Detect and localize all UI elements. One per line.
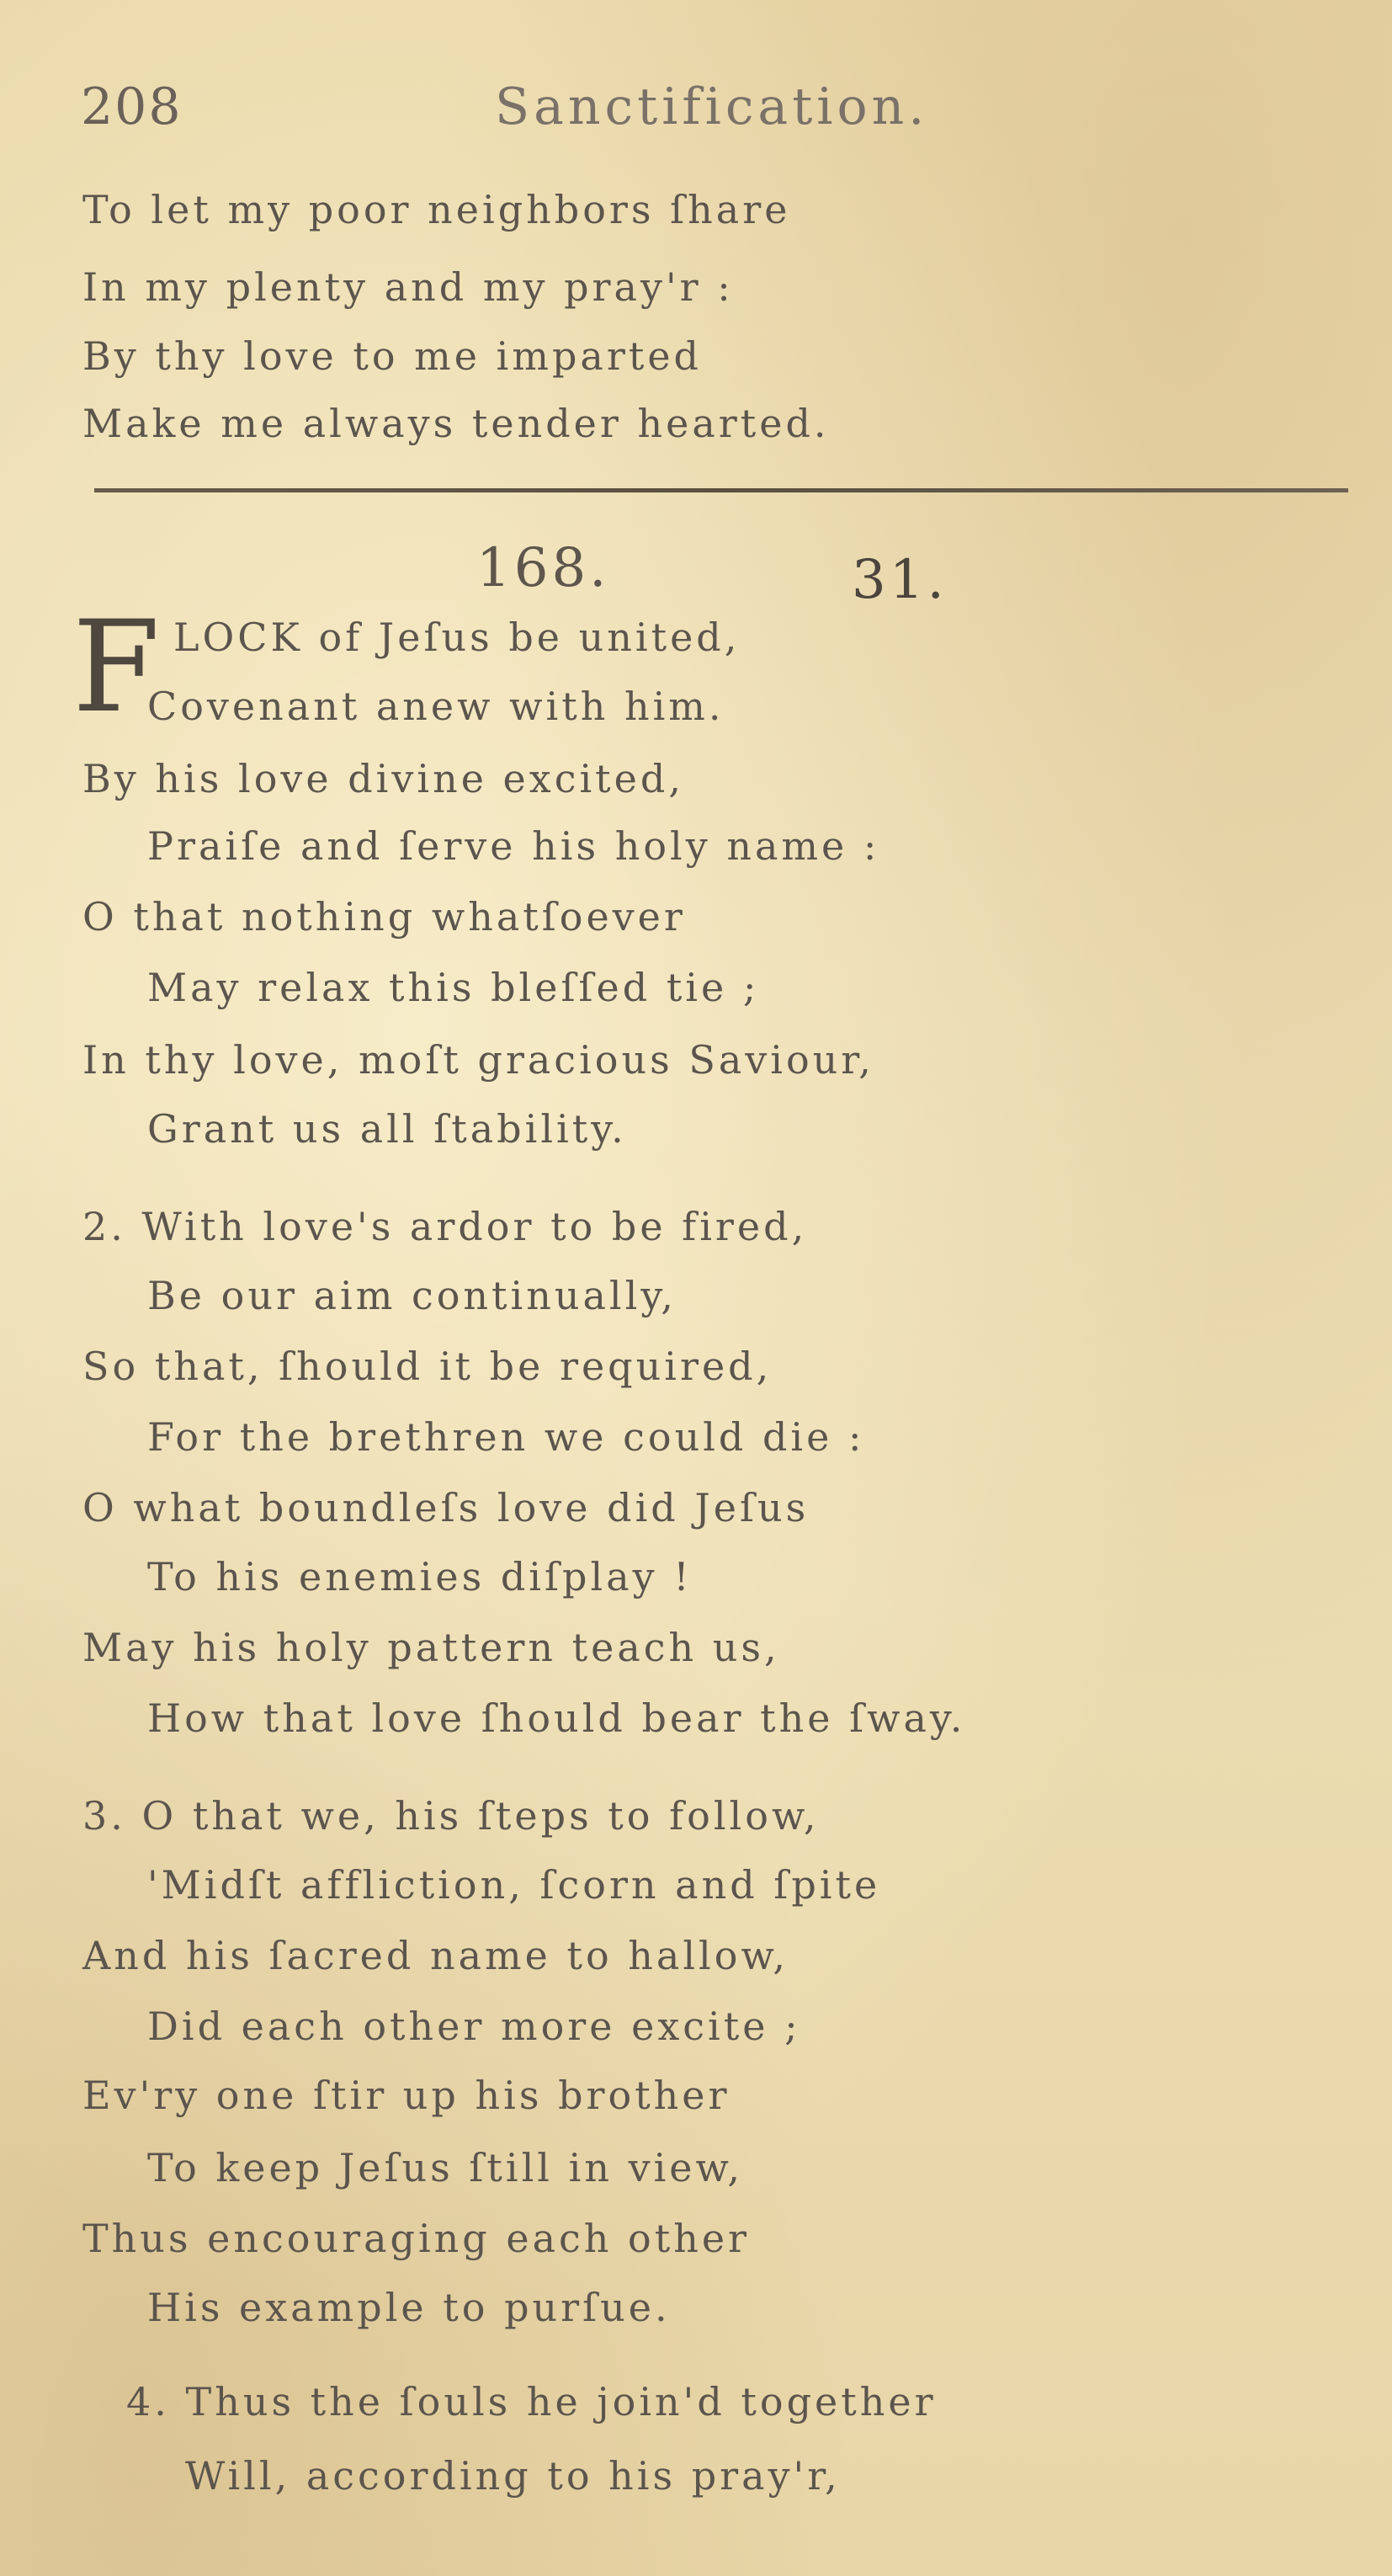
verse2-line-5: O what boundleſs love did Jeſus	[82, 1485, 810, 1530]
verse3-line-8: His example to purſue.	[147, 2285, 671, 2330]
section-divider	[94, 488, 1348, 492]
continued-line-4: Make me always tender hearted.	[82, 401, 830, 446]
verse1-line-3: By his love divine excited,	[82, 756, 684, 801]
running-title: Sanctification.	[495, 77, 929, 136]
hymn-number: 168.	[476, 537, 610, 599]
verse3-line-2: 'Midſt affliction, ſcorn and ſpite	[147, 1862, 881, 1908]
verse3-line-3: And his ſacred name to hallow,	[82, 1933, 789, 1978]
continued-line-2: In my plenty and my pray'r :	[82, 264, 734, 310]
verse2-line-1: 2. With love's ardor to be fired,	[82, 1204, 808, 1249]
verse2-line-2: Be our aim continually,	[147, 1273, 677, 1318]
tune-number: 31.	[852, 549, 948, 611]
verse3-line-4: Did each other more excite ;	[147, 2004, 801, 2049]
verse1-line-7: In thy love, moſt gracious Saviour,	[82, 1037, 874, 1083]
verse4-line-2: Will, according to his pray'r,	[185, 2453, 841, 2499]
drop-cap: F	[72, 594, 161, 741]
verse3-line-6: To keep Jeſus ſtill in view,	[147, 2145, 744, 2190]
verse2-line-3: So that, ſhould it be required,	[82, 1344, 773, 1389]
verse3-line-1: 3. O that we, his ſteps to follow,	[82, 1793, 820, 1839]
verse1-line-2: Covenant anew with him.	[147, 684, 725, 729]
verse2-line-4: For the brethren we could die :	[147, 1414, 865, 1460]
page-number: 208	[81, 77, 183, 136]
verse4-line-1: 4. Thus the ſouls he join'd together	[126, 2379, 937, 2424]
verse1-line-6: May relax this bleſſed tie ;	[147, 965, 760, 1010]
verse2-line-7: May his holy pattern teach us,	[82, 1625, 780, 1670]
verse3-line-5: Ev'ry one ſtir up his brother	[82, 2073, 731, 2118]
verse2-line-8: How that love ſhould bear the ſway.	[147, 1695, 966, 1741]
verse1-line-4: Praiſe and ſerve his holy name :	[147, 823, 880, 869]
verse1-line-5: O that nothing whatſoever	[82, 894, 686, 939]
hymn-first-line: LOCK of Jeſus be united,	[173, 615, 741, 660]
verse2-line-6: To his enemies diſplay !	[147, 1554, 693, 1599]
verse1-line-8: Grant us all ſtability.	[147, 1106, 627, 1152]
continued-line-3: By thy love to me imparted	[82, 333, 702, 379]
verse3-line-7: Thus encouraging each other	[82, 2216, 751, 2261]
continued-line-1: To let my poor neighbors ſhare	[82, 187, 791, 232]
